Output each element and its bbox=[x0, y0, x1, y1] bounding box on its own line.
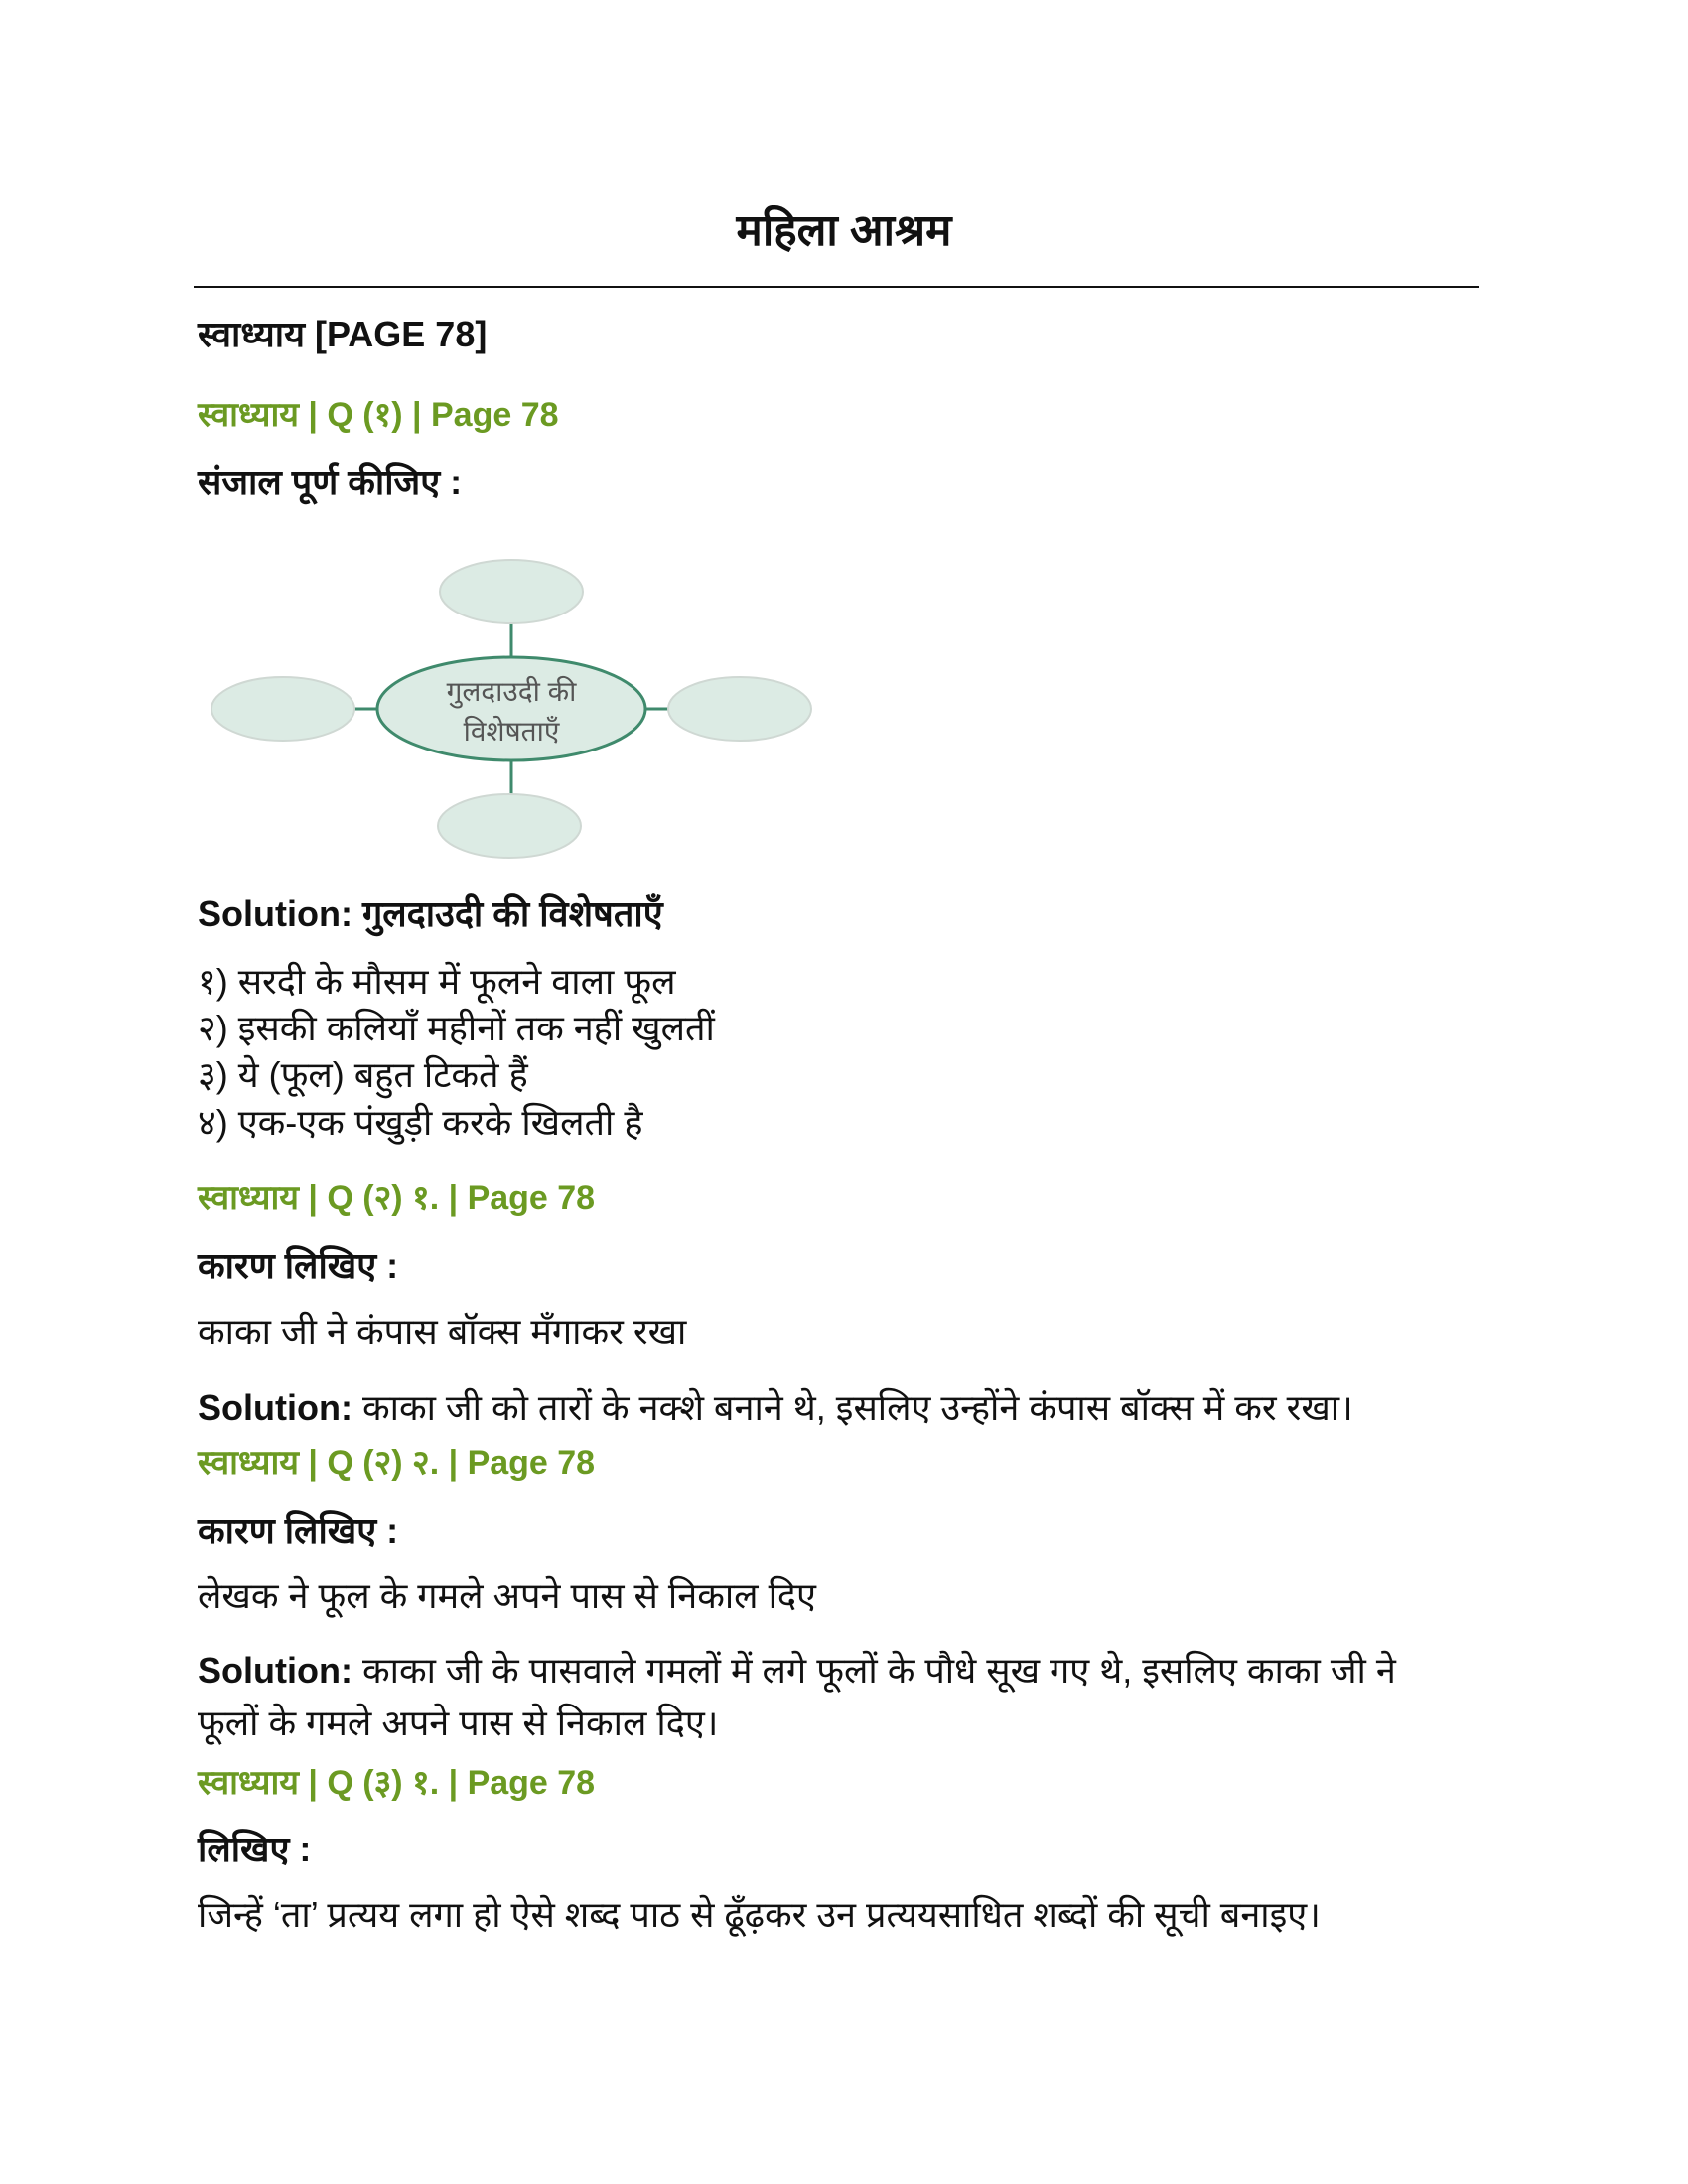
section-heading: स्वाध्याय [PAGE 78] bbox=[198, 314, 488, 354]
question-ref: स्वाध्याय | Q (२) २. | Page 78 bbox=[198, 1444, 596, 1482]
center-node-label: गुलदाउदी की bbox=[446, 676, 577, 707]
solution-text: काका जी को तारों के नक्शे बनाने थे, इसलिए उन्होंने कंपास बॉक्स में कर रखा। bbox=[361, 1387, 1353, 1428]
question-prompt: कारण लिखिए : bbox=[198, 1245, 399, 1286]
answer-item: ४) एक-एक पंखुड़ी करके खिलती है bbox=[198, 1102, 643, 1143]
question-statement: काका जी ने कंपास बॉक्स मँगाकर रखा bbox=[198, 1311, 687, 1352]
question-prompt: संजाल पूर्ण कीजिए : bbox=[198, 462, 463, 502]
center-node-label: विशेषताएँ bbox=[463, 716, 560, 747]
web-diagram bbox=[204, 552, 819, 870]
solution-text: फूलों के गमले अपने पास से निकाल दिए। bbox=[198, 1703, 719, 1743]
empty-node-right bbox=[668, 677, 811, 741]
empty-node-left bbox=[211, 677, 354, 741]
solution-title: गुलदाउदी की विशेषताएँ bbox=[361, 893, 663, 934]
solution bbox=[198, 1649, 1396, 1693]
answer-item: १) सरदी के मौसम में फूलने वाला फूल bbox=[198, 961, 676, 1002]
question-prompt: कारण लिखिए : bbox=[198, 1510, 399, 1551]
solution-heading bbox=[198, 892, 663, 936]
question-ref: स्वाध्याय | Q (१) | Page 78 bbox=[198, 396, 559, 434]
solution-label: Solution: bbox=[198, 1650, 352, 1691]
page-title: महिला आश्रम bbox=[736, 206, 952, 255]
question-ref: स्वाध्याय | Q (२) १. | Page 78 bbox=[198, 1179, 596, 1217]
question-statement: लेखक ने फूल के गमले अपने पास से निकाल दिए bbox=[198, 1575, 816, 1616]
solution-text: काका जी के पासवाले गमलों में लगे फूलों के पौधे सूख गए थे, इसलिए काका जी ने bbox=[361, 1650, 1396, 1691]
question-prompt: लिखिए : bbox=[198, 1829, 312, 1869]
empty-node-top bbox=[440, 560, 583, 623]
question-statement: जिन्हें ‘ता’ प्रत्यय लगा हो ऐसे शब्द पाठ से ढूँढ़कर उन प्रत्ययसाधित शब्दों की सूची बनाइए। bbox=[198, 1894, 1321, 1935]
solution-label: Solution: bbox=[198, 1387, 352, 1428]
empty-node-bottom bbox=[438, 794, 581, 858]
title-divider bbox=[194, 286, 1479, 288]
answer-item: २) इसकी कलियाँ महीनों तक नहीं खुलतीं bbox=[198, 1008, 715, 1048]
solution bbox=[198, 1386, 1353, 1430]
answer-item: ३) ये (फूल) बहुत टिकते हैं bbox=[198, 1054, 528, 1095]
question-ref: स्वाध्याय | Q (३) १. | Page 78 bbox=[198, 1764, 596, 1802]
solution-label: Solution: bbox=[198, 893, 352, 934]
